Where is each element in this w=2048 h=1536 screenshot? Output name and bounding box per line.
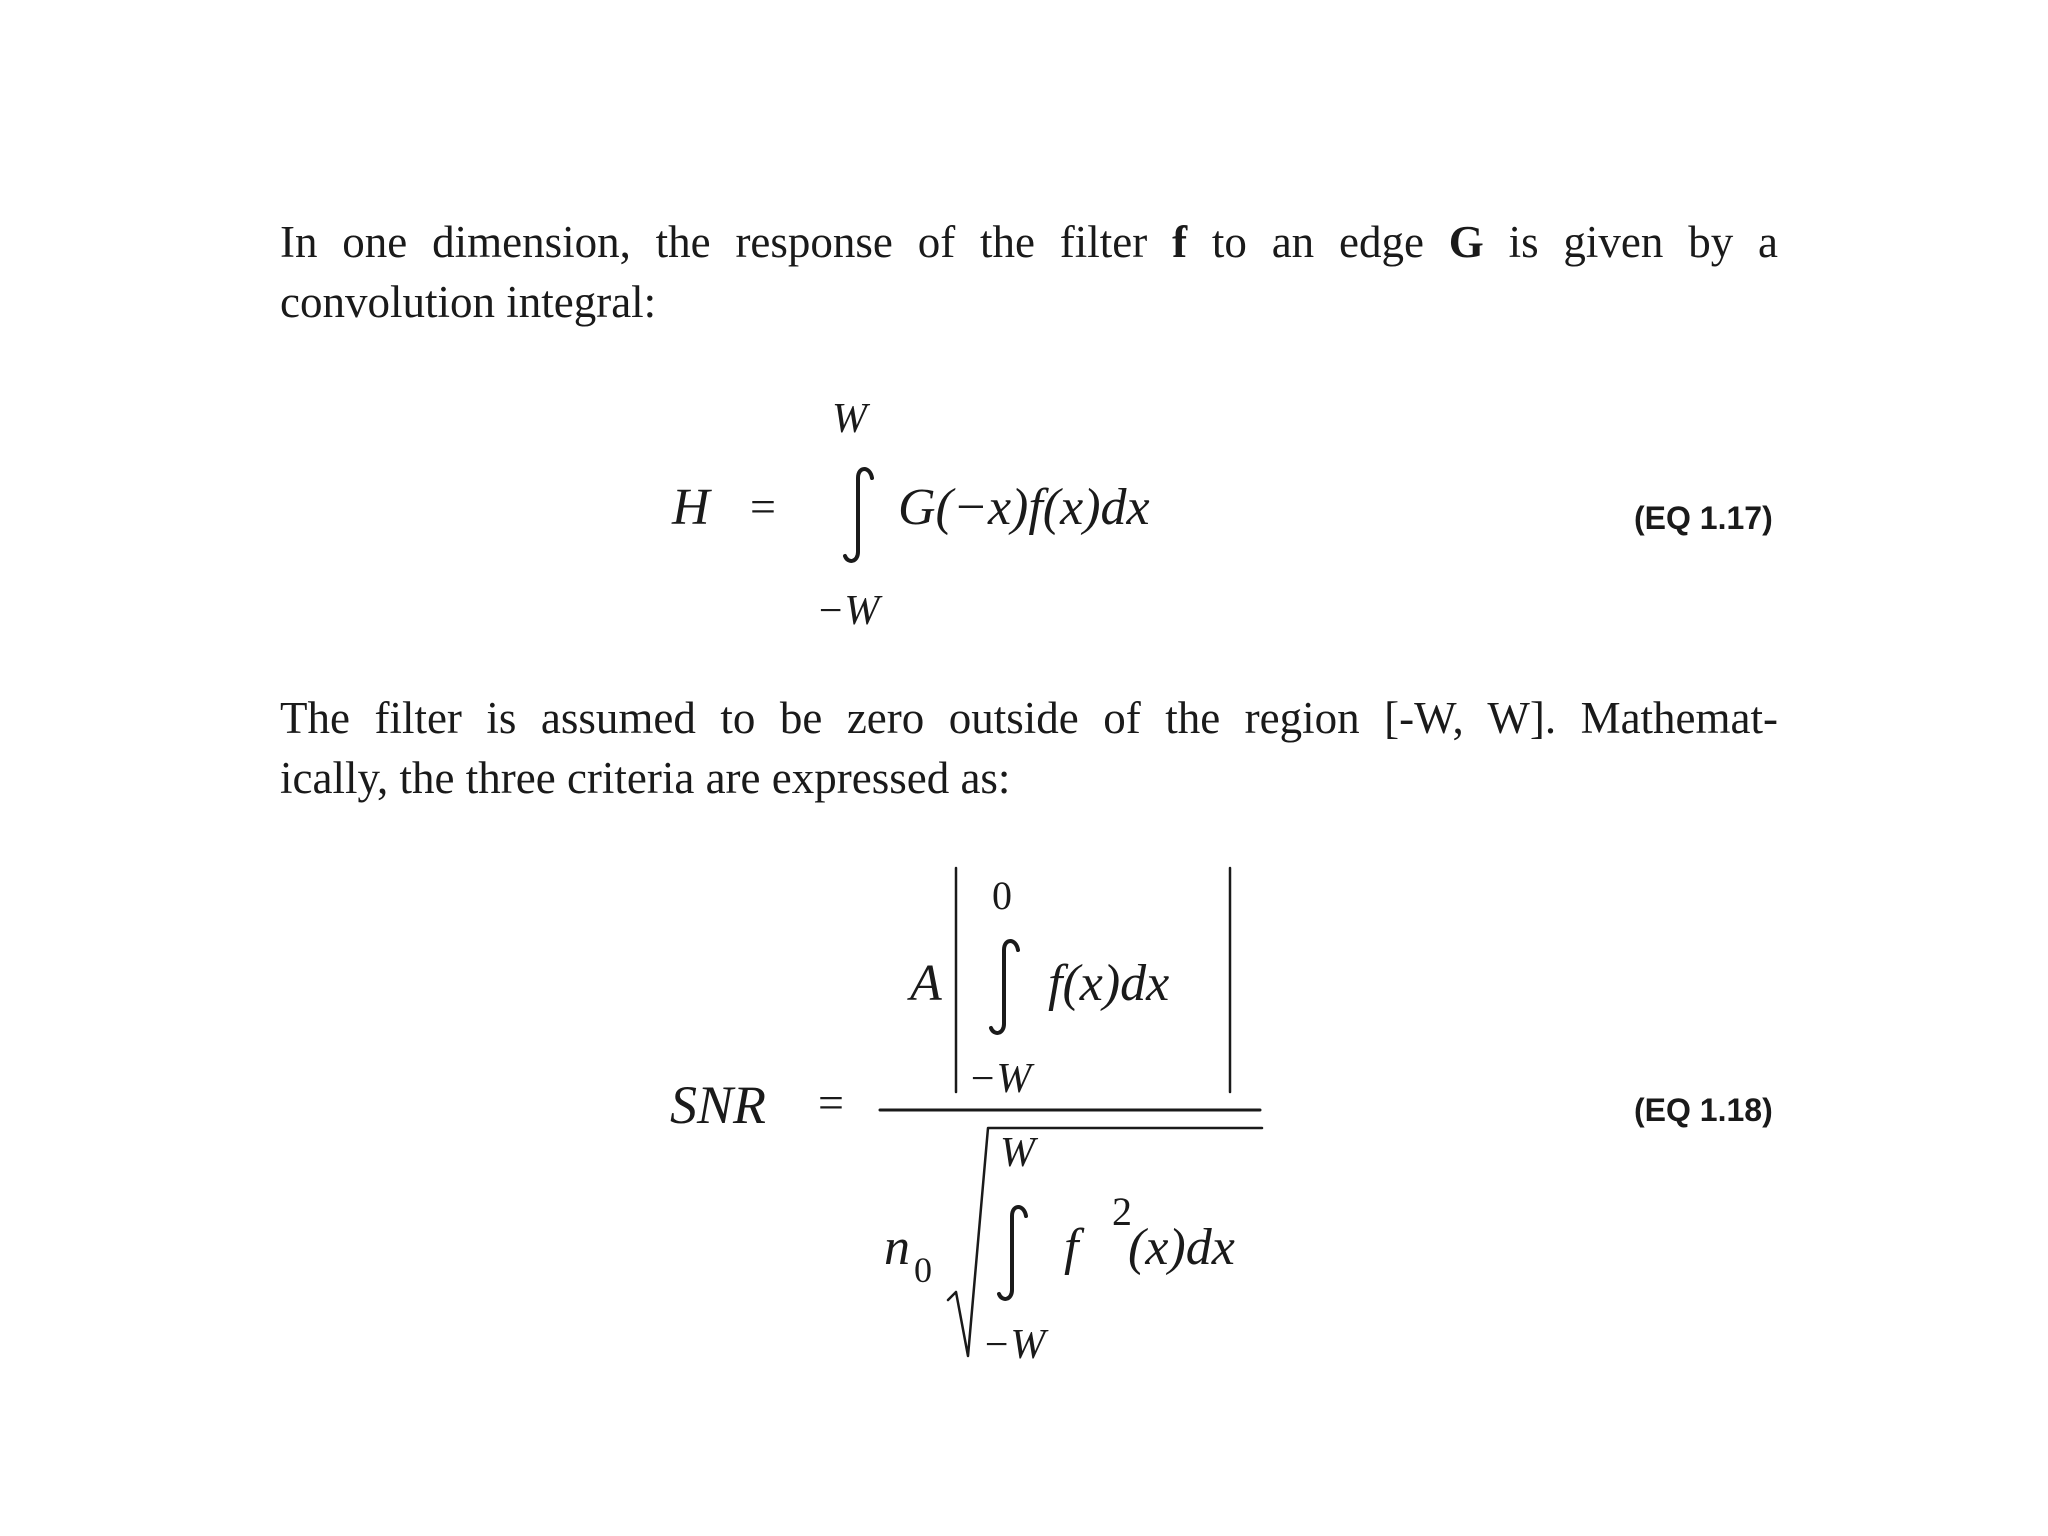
eq2-equals: = [818, 1077, 844, 1128]
eq2-num-integrand: f(x)dx [1048, 955, 1170, 1012]
eq1-lhs: H [672, 479, 710, 536]
edge-symbol: G [1448, 217, 1484, 267]
eq1-integrand: G(−x)f(x)dx [898, 479, 1150, 536]
eq1-lower-limit: −W [816, 588, 880, 634]
eq2-num-integral-icon [991, 941, 1018, 1033]
eq1-upper-limit: W [832, 396, 867, 442]
paragraph-intro [280, 212, 1778, 332]
paragraph-intro-line-1 [280, 212, 1778, 272]
intro-text-post: is given by a [1483, 217, 1779, 267]
eq2-den-coefficient-subscript: 0 [914, 1250, 932, 1290]
eq2-den-function: f [1064, 1219, 1079, 1276]
eq2-den-lower-limit: −W [982, 1322, 1046, 1368]
eq2-num-coefficient: A [910, 955, 942, 1012]
paragraph-intro-line-2: convolution integral: [280, 277, 657, 327]
eq2-num-lower-limit: −W [968, 1056, 1032, 1102]
eq1-integral-icon [845, 469, 872, 561]
eq2-den-power: 2 [1112, 1189, 1132, 1234]
eq1-label: (EQ 1.17) [1634, 500, 1773, 536]
eq1-equals: = [750, 481, 776, 532]
paragraph-criteria-line-2: ically, the three criteria are expressed as: [280, 753, 1011, 803]
eq2-num-upper-limit: 0 [992, 873, 1012, 918]
eq2-den-upper-limit: W [1000, 1130, 1035, 1176]
eq2-den-coefficient: n [884, 1219, 910, 1276]
eq2-den-integral-icon [999, 1207, 1026, 1299]
intro-text-mid: to an edge [1187, 217, 1449, 267]
eq2-den-integrand-rest: (x)dx [1128, 1219, 1235, 1276]
filter-symbol: f [1172, 217, 1188, 267]
eq2-lhs: SNR [670, 1075, 767, 1135]
intro-text-pre: In one dimension, the response of the filter [280, 217, 1173, 267]
eq2-label: (EQ 1.18) [1634, 1092, 1773, 1128]
paragraph-criteria [280, 688, 1778, 808]
paragraph-criteria-line-1: The filter is assumed to be zero outside of the region [-W, W]. Mathemat- [280, 693, 1778, 743]
